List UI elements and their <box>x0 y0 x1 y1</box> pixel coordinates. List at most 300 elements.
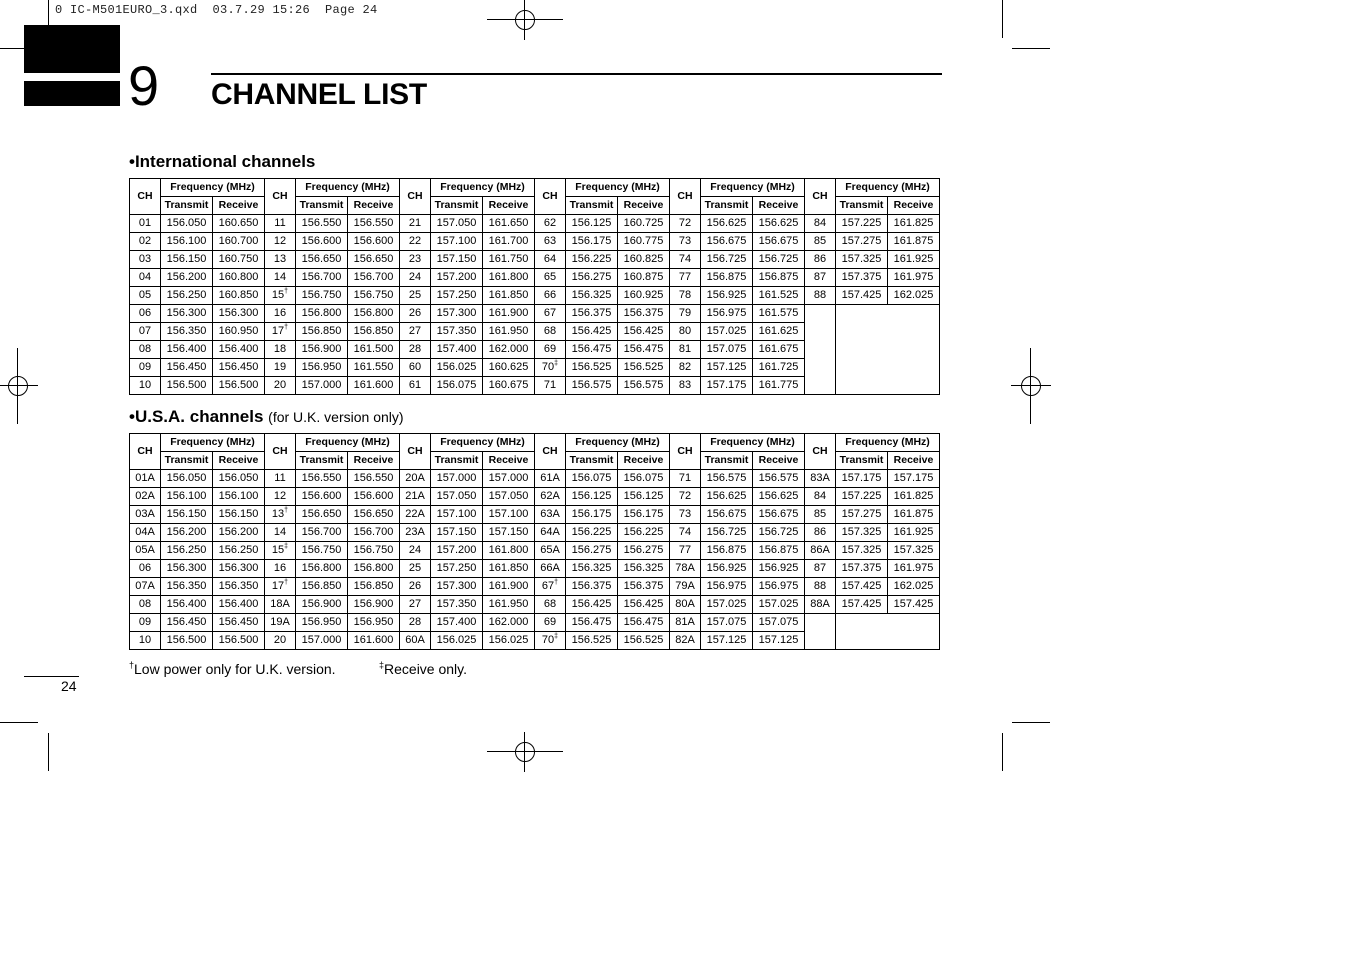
channel-number: 13 <box>265 251 296 269</box>
channel-number: 22 <box>400 233 431 251</box>
header-transmit: Transmit <box>566 452 618 470</box>
header-receive: Receive <box>483 452 535 470</box>
receive-frequency: 156.050 <box>213 470 265 488</box>
receive-frequency: 161.900 <box>483 305 535 323</box>
transmit-frequency: 157.225 <box>836 488 888 506</box>
header-transmit: Transmit <box>836 197 888 215</box>
receive-frequency: 161.700 <box>483 233 535 251</box>
channel-number: 79 <box>670 305 701 323</box>
transmit-frequency: 156.400 <box>161 341 213 359</box>
transmit-frequency: 156.900 <box>296 341 348 359</box>
transmit-frequency: 156.625 <box>701 215 753 233</box>
header-frequency: Frequency (MHz) <box>566 179 670 197</box>
receive-frequency: 161.825 <box>888 488 940 506</box>
receive-frequency: 157.075 <box>753 614 805 632</box>
channel-number: 05A <box>130 542 161 560</box>
receive-frequency: 156.575 <box>753 470 805 488</box>
transmit-frequency: 157.150 <box>431 524 483 542</box>
footnote-mark: ‡ <box>379 660 385 670</box>
channel-number: 02 <box>130 233 161 251</box>
transmit-frequency: 156.650 <box>296 506 348 524</box>
channel-number: 67† <box>535 578 566 596</box>
receive-frequency: 156.125 <box>618 488 670 506</box>
channel-number: 18 <box>265 341 296 359</box>
transmit-frequency: 156.175 <box>566 233 618 251</box>
receive-frequency: 156.475 <box>618 614 670 632</box>
transmit-frequency: 156.300 <box>161 305 213 323</box>
receive-frequency: 161.725 <box>753 359 805 377</box>
transmit-frequency: 156.850 <box>296 578 348 596</box>
receive-frequency: 156.025 <box>483 632 535 650</box>
channel-number: 15† <box>265 287 296 305</box>
header-receive: Receive <box>213 452 265 470</box>
receive-frequency: 156.900 <box>348 596 400 614</box>
transmit-frequency: 156.875 <box>701 542 753 560</box>
channel-number: 04A <box>130 524 161 542</box>
receive-frequency: 156.550 <box>348 215 400 233</box>
header-frequency: Frequency (MHz) <box>161 179 265 197</box>
receive-frequency: 156.375 <box>618 578 670 596</box>
receive-frequency: 157.000 <box>483 470 535 488</box>
receive-frequency: 156.850 <box>348 578 400 596</box>
receive-frequency: 156.625 <box>753 215 805 233</box>
transmit-frequency: 156.500 <box>161 632 213 650</box>
header-transmit: Transmit <box>296 197 348 215</box>
receive-frequency: 161.625 <box>753 323 805 341</box>
receive-frequency: 161.875 <box>888 233 940 251</box>
receive-frequency: 160.950 <box>213 323 265 341</box>
channel-number: 07A <box>130 578 161 596</box>
receive-frequency: 161.675 <box>753 341 805 359</box>
channel-number: 18A <box>265 596 296 614</box>
transmit-frequency: 156.500 <box>161 377 213 395</box>
channel-number: 61 <box>400 377 431 395</box>
channel-number: 80 <box>670 323 701 341</box>
receive-frequency: 157.325 <box>888 542 940 560</box>
channel-number: 81 <box>670 341 701 359</box>
transmit-frequency: 157.050 <box>431 215 483 233</box>
receive-frequency: 160.725 <box>618 215 670 233</box>
channel-number: 10 <box>130 632 161 650</box>
channel-number: 23A <box>400 524 431 542</box>
transmit-frequency: 157.000 <box>296 377 348 395</box>
transmit-frequency: 156.975 <box>701 305 753 323</box>
channel-number: 69 <box>535 341 566 359</box>
header-frequency: Frequency (MHz) <box>431 434 535 452</box>
transmit-frequency: 156.675 <box>701 506 753 524</box>
receive-frequency: 162.000 <box>483 341 535 359</box>
channel-number: 72 <box>670 488 701 506</box>
section-heading-note: (for U.K. version only) <box>268 409 404 425</box>
registration-mark <box>0 366 38 406</box>
section-heading-usa: •U.S.A. channels (for U.K. version only) <box>129 407 404 426</box>
transmit-frequency: 156.925 <box>701 560 753 578</box>
receive-frequency: 156.600 <box>348 488 400 506</box>
transmit-frequency: 157.200 <box>431 542 483 560</box>
transmit-frequency: 157.300 <box>431 305 483 323</box>
transmit-frequency: 157.075 <box>701 614 753 632</box>
channel-number: 74 <box>670 524 701 542</box>
channel-number: 87 <box>805 269 836 287</box>
transmit-frequency: 156.725 <box>701 251 753 269</box>
channel-number: 21A <box>400 488 431 506</box>
channel-number: 70‡ <box>535 632 566 650</box>
receive-frequency: 156.525 <box>618 359 670 377</box>
channel-number: 09 <box>130 359 161 377</box>
receive-frequency: 157.025 <box>753 596 805 614</box>
chapter-number: 9 <box>128 54 160 117</box>
transmit-frequency: 156.475 <box>566 341 618 359</box>
channel-number: 19A <box>265 614 296 632</box>
header-transmit: Transmit <box>161 452 213 470</box>
transmit-frequency: 157.400 <box>431 614 483 632</box>
header-frequency: Frequency (MHz) <box>701 434 805 452</box>
header-frequency: Frequency (MHz) <box>296 179 400 197</box>
channel-number: 86A <box>805 542 836 560</box>
channel-number: 20 <box>265 632 296 650</box>
channel-number: 03 <box>130 251 161 269</box>
transmit-frequency: 156.700 <box>296 269 348 287</box>
channel-number: 23 <box>400 251 431 269</box>
transmit-frequency: 156.600 <box>296 233 348 251</box>
usa-channel-table <box>129 433 940 650</box>
receive-frequency: 156.300 <box>213 560 265 578</box>
header-ch: CH <box>400 434 431 470</box>
receive-frequency: 162.025 <box>888 287 940 305</box>
crop-mark <box>1012 722 1050 723</box>
transmit-frequency: 157.125 <box>701 632 753 650</box>
page-number-rule <box>24 676 79 677</box>
channel-number: 85 <box>805 233 836 251</box>
channel-number: 84 <box>805 488 836 506</box>
transmit-frequency: 156.350 <box>161 323 213 341</box>
transmit-frequency: 157.275 <box>836 506 888 524</box>
footnote-low-power <box>129 661 336 677</box>
table-row <box>130 542 940 560</box>
receive-frequency: 156.150 <box>213 506 265 524</box>
receive-frequency: 156.400 <box>213 596 265 614</box>
receive-frequency: 156.975 <box>753 578 805 596</box>
transmit-frequency: 157.175 <box>701 377 753 395</box>
transmit-frequency: 157.200 <box>431 269 483 287</box>
table-row <box>130 215 940 233</box>
header-frequency: Frequency (MHz) <box>566 434 670 452</box>
channel-number: 67 <box>535 305 566 323</box>
receive-frequency: 156.875 <box>753 542 805 560</box>
receive-frequency: 156.075 <box>618 470 670 488</box>
transmit-frequency: 156.450 <box>161 359 213 377</box>
transmit-frequency: 156.750 <box>296 287 348 305</box>
transmit-frequency: 157.425 <box>836 596 888 614</box>
transmit-frequency: 156.050 <box>161 470 213 488</box>
transmit-frequency: 157.400 <box>431 341 483 359</box>
receive-frequency: 157.175 <box>888 470 940 488</box>
header-ch: CH <box>670 179 701 215</box>
channel-number: 05 <box>130 287 161 305</box>
channel-number: 61A <box>535 470 566 488</box>
receive-frequency: 156.175 <box>618 506 670 524</box>
transmit-frequency: 156.350 <box>161 578 213 596</box>
transmit-frequency: 156.100 <box>161 233 213 251</box>
receive-frequency: 161.600 <box>348 632 400 650</box>
transmit-frequency: 157.325 <box>836 542 888 560</box>
receive-frequency: 156.500 <box>213 632 265 650</box>
crop-mark <box>0 722 38 723</box>
channel-number: 01A <box>130 470 161 488</box>
channel-number: 21 <box>400 215 431 233</box>
channel-number: 84 <box>805 215 836 233</box>
channel-number: 24 <box>400 542 431 560</box>
transmit-frequency: 157.100 <box>431 506 483 524</box>
receive-frequency: 161.650 <box>483 215 535 233</box>
page-title: CHANNEL LIST <box>211 78 427 111</box>
transmit-frequency: 157.250 <box>431 287 483 305</box>
crop-mark <box>1012 48 1050 49</box>
receive-frequency: 156.450 <box>213 359 265 377</box>
header-transmit: Transmit <box>431 197 483 215</box>
channel-number: 80A <box>670 596 701 614</box>
channel-number: 77 <box>670 542 701 560</box>
receive-frequency: 156.625 <box>753 488 805 506</box>
receive-frequency: 156.100 <box>213 488 265 506</box>
receive-frequency: 157.125 <box>753 632 805 650</box>
channel-number: 63 <box>535 233 566 251</box>
transmit-frequency: 156.375 <box>566 578 618 596</box>
receive-frequency: 161.975 <box>888 269 940 287</box>
receive-frequency: 156.650 <box>348 251 400 269</box>
receive-frequency: 161.850 <box>483 287 535 305</box>
channel-number: 87 <box>805 560 836 578</box>
transmit-frequency: 156.025 <box>431 359 483 377</box>
channel-number: 69 <box>535 614 566 632</box>
receive-frequency: 161.900 <box>483 578 535 596</box>
transmit-frequency: 156.425 <box>566 323 618 341</box>
footnote-text: Low power only for U.K. version. <box>134 661 336 677</box>
receive-frequency: 160.800 <box>213 269 265 287</box>
channel-number: 20A <box>400 470 431 488</box>
transmit-frequency: 156.200 <box>161 524 213 542</box>
crop-mark <box>1002 733 1003 771</box>
transmit-frequency: 156.800 <box>296 305 348 323</box>
receive-frequency: 160.750 <box>213 251 265 269</box>
receive-frequency: 156.675 <box>753 233 805 251</box>
channel-number: 03A <box>130 506 161 524</box>
transmit-frequency: 156.150 <box>161 506 213 524</box>
registration-mark <box>1011 366 1051 406</box>
channel-number: 62A <box>535 488 566 506</box>
channel-number: 86 <box>805 251 836 269</box>
channel-number: 71 <box>535 377 566 395</box>
transmit-frequency: 156.375 <box>566 305 618 323</box>
receive-frequency: 160.825 <box>618 251 670 269</box>
transmit-frequency: 156.675 <box>701 233 753 251</box>
channel-number: 71 <box>670 470 701 488</box>
receive-frequency: 156.725 <box>753 524 805 542</box>
receive-frequency: 156.950 <box>348 614 400 632</box>
header-receive: Receive <box>213 197 265 215</box>
channel-number: 79A <box>670 578 701 596</box>
receive-frequency: 156.325 <box>618 560 670 578</box>
channel-number: 28 <box>400 341 431 359</box>
header-frequency: Frequency (MHz) <box>836 179 940 197</box>
transmit-frequency: 156.400 <box>161 596 213 614</box>
receive-frequency: 161.575 <box>753 305 805 323</box>
channel-number: 28 <box>400 614 431 632</box>
receive-frequency: 156.425 <box>618 323 670 341</box>
channel-number: 70‡ <box>535 359 566 377</box>
channel-number: 65 <box>535 269 566 287</box>
crop-mark <box>1002 0 1003 38</box>
transmit-frequency: 156.225 <box>566 524 618 542</box>
header-receive: Receive <box>753 197 805 215</box>
channel-number: 04 <box>130 269 161 287</box>
receive-frequency: 156.800 <box>348 560 400 578</box>
channel-number: 07 <box>130 323 161 341</box>
receive-frequency: 156.250 <box>213 542 265 560</box>
channel-number: 72 <box>670 215 701 233</box>
transmit-frequency: 156.800 <box>296 560 348 578</box>
channel-number: 01 <box>130 215 161 233</box>
channel-number: 82 <box>670 359 701 377</box>
header-ch: CH <box>670 434 701 470</box>
transmit-frequency: 156.625 <box>701 488 753 506</box>
channel-number: 74 <box>670 251 701 269</box>
transmit-frequency: 156.525 <box>566 359 618 377</box>
transmit-frequency: 157.025 <box>701 596 753 614</box>
receive-frequency: 160.700 <box>213 233 265 251</box>
transmit-frequency: 156.275 <box>566 542 618 560</box>
header-ch: CH <box>805 179 836 215</box>
channel-number: 64 <box>535 251 566 269</box>
transmit-frequency: 157.250 <box>431 560 483 578</box>
channel-number: 26 <box>400 305 431 323</box>
header-frequency: Frequency (MHz) <box>701 179 805 197</box>
channel-number: 17† <box>265 323 296 341</box>
transmit-frequency: 156.125 <box>566 215 618 233</box>
receive-frequency: 156.925 <box>753 560 805 578</box>
receive-frequency: 162.000 <box>483 614 535 632</box>
table-row <box>130 251 940 269</box>
channel-number: 62 <box>535 215 566 233</box>
receive-frequency: 156.800 <box>348 305 400 323</box>
header-receive: Receive <box>888 452 940 470</box>
channel-number: 78 <box>670 287 701 305</box>
channel-number: 78A <box>670 560 701 578</box>
receive-frequency: 156.750 <box>348 287 400 305</box>
table-row <box>130 560 940 578</box>
channel-number: 63A <box>535 506 566 524</box>
transmit-frequency: 156.325 <box>566 287 618 305</box>
transmit-frequency: 157.000 <box>431 470 483 488</box>
transmit-frequency: 156.525 <box>566 632 618 650</box>
header-receive: Receive <box>618 452 670 470</box>
channel-number: 60 <box>400 359 431 377</box>
transmit-frequency: 156.925 <box>701 287 753 305</box>
transmit-frequency: 157.425 <box>836 287 888 305</box>
header-receive: Receive <box>753 452 805 470</box>
empty-cell <box>805 614 836 650</box>
channel-number: 13† <box>265 506 296 524</box>
header-ch: CH <box>265 434 296 470</box>
transmit-frequency: 157.425 <box>836 578 888 596</box>
receive-frequency: 160.850 <box>213 287 265 305</box>
channel-number: 12 <box>265 488 296 506</box>
header-transmit: Transmit <box>161 197 213 215</box>
channel-number: 64A <box>535 524 566 542</box>
channel-number: 26 <box>400 578 431 596</box>
receive-frequency: 157.100 <box>483 506 535 524</box>
header-receive: Receive <box>483 197 535 215</box>
header-transmit: Transmit <box>836 452 888 470</box>
transmit-frequency: 157.100 <box>431 233 483 251</box>
channel-number: 20 <box>265 377 296 395</box>
channel-number: 15‡ <box>265 542 296 560</box>
channel-number: 68 <box>535 323 566 341</box>
transmit-frequency: 156.100 <box>161 488 213 506</box>
receive-frequency: 161.500 <box>348 341 400 359</box>
channel-number: 19 <box>265 359 296 377</box>
header-ch: CH <box>130 434 161 470</box>
header-receive: Receive <box>348 197 400 215</box>
channel-number: 06 <box>130 305 161 323</box>
channel-number: 10 <box>130 377 161 395</box>
channel-number: 24 <box>400 269 431 287</box>
receive-frequency: 161.800 <box>483 542 535 560</box>
page-number: 24 <box>61 678 77 694</box>
transmit-frequency: 156.075 <box>431 377 483 395</box>
channel-number: 11 <box>265 470 296 488</box>
receive-frequency: 156.525 <box>618 632 670 650</box>
table-row <box>130 524 940 542</box>
receive-frequency: 156.300 <box>213 305 265 323</box>
channel-number: 88 <box>805 578 836 596</box>
channel-number: 11 <box>265 215 296 233</box>
receive-frequency: 156.350 <box>213 578 265 596</box>
transmit-frequency: 156.250 <box>161 542 213 560</box>
channel-number: 73 <box>670 233 701 251</box>
transmit-frequency: 157.375 <box>836 269 888 287</box>
receive-frequency: 156.600 <box>348 233 400 251</box>
section-heading-text: U.S.A. channels <box>134 407 264 426</box>
channel-number: 09 <box>130 614 161 632</box>
receive-frequency: 162.025 <box>888 578 940 596</box>
receive-frequency: 161.925 <box>888 524 940 542</box>
transmit-frequency: 157.350 <box>431 323 483 341</box>
channel-number: 66 <box>535 287 566 305</box>
transmit-frequency: 156.200 <box>161 269 213 287</box>
receive-frequency: 157.150 <box>483 524 535 542</box>
registration-mark <box>505 732 545 772</box>
crop-mark <box>48 733 49 771</box>
receive-frequency: 156.850 <box>348 323 400 341</box>
transmit-frequency: 156.850 <box>296 323 348 341</box>
receive-frequency: 156.550 <box>348 470 400 488</box>
channel-number: 16 <box>265 560 296 578</box>
transmit-frequency: 157.075 <box>701 341 753 359</box>
receive-frequency: 160.625 <box>483 359 535 377</box>
transmit-frequency: 156.550 <box>296 470 348 488</box>
channel-number: 85 <box>805 506 836 524</box>
channel-number: 27 <box>400 596 431 614</box>
channel-number: 08 <box>130 341 161 359</box>
transmit-frequency: 156.975 <box>701 578 753 596</box>
transmit-frequency: 156.550 <box>296 215 348 233</box>
header-frequency: Frequency (MHz) <box>431 179 535 197</box>
receive-frequency: 160.650 <box>213 215 265 233</box>
transmit-frequency: 157.375 <box>836 560 888 578</box>
header-frequency: Frequency (MHz) <box>296 434 400 452</box>
empty-cell <box>805 305 836 395</box>
